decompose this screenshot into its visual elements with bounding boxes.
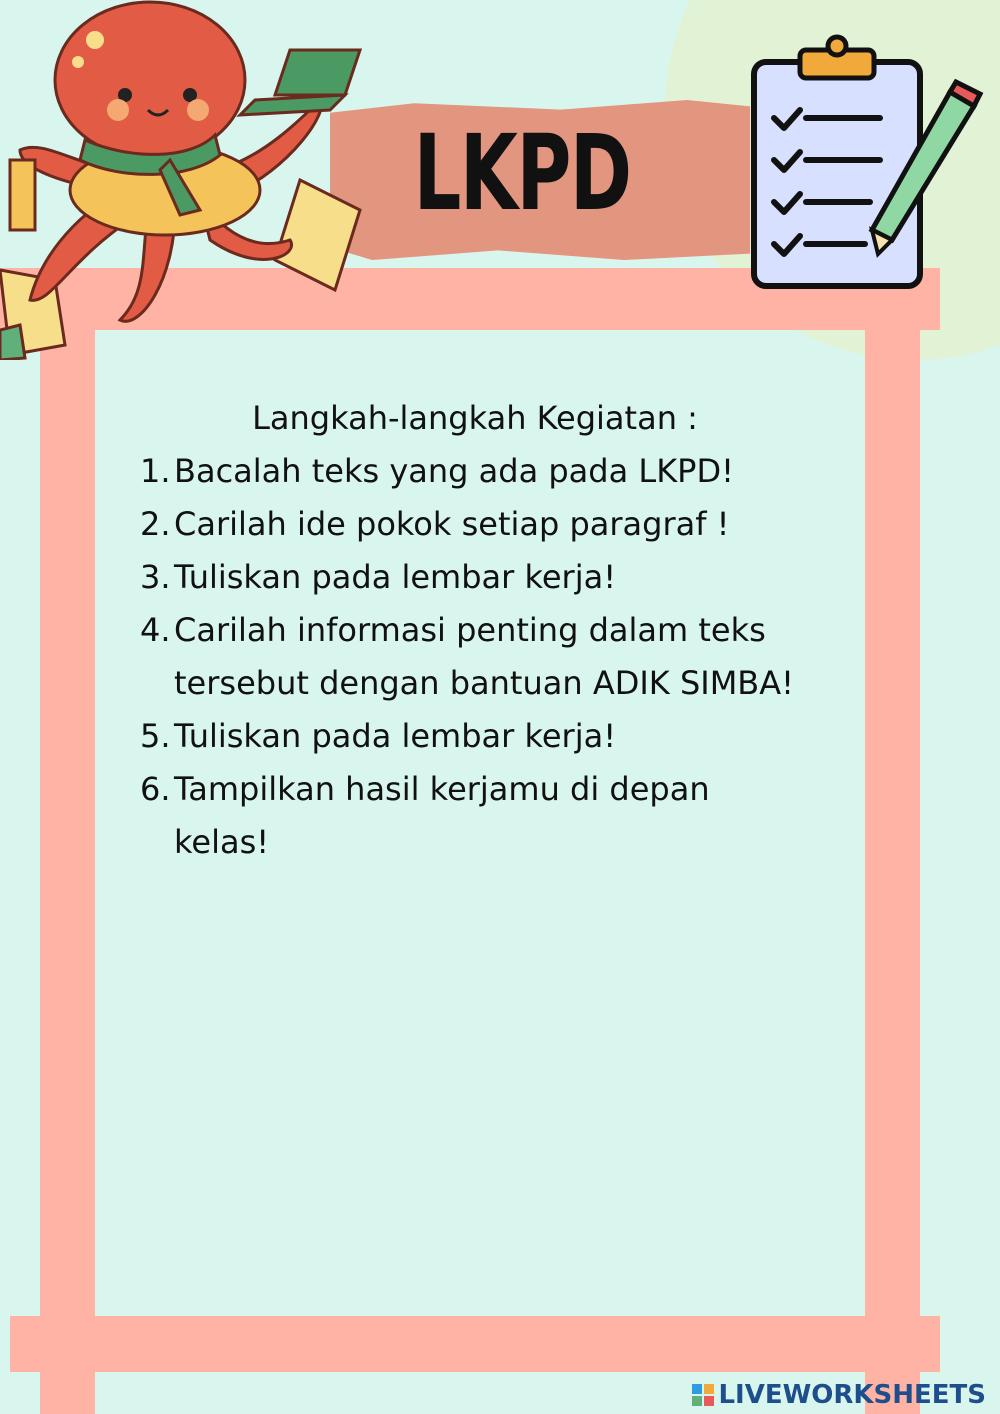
frame-right-bar <box>865 270 920 1414</box>
step-text: Bacalah teks yang ada pada LKPD! <box>174 452 734 490</box>
liveworksheets-logo-icon <box>692 1384 714 1406</box>
step-number: 1. <box>140 452 171 490</box>
frame-bottom-bar <box>10 1316 940 1372</box>
frame-left-bar <box>40 270 95 1414</box>
instructions-heading: Langkah-langkah Kegiatan : <box>252 399 698 437</box>
list-item <box>140 445 840 498</box>
list-item <box>140 763 840 869</box>
step-number: 2. <box>140 505 171 543</box>
step-number: 3. <box>140 558 171 596</box>
instructions-section <box>140 392 840 869</box>
step-text: Carilah ide pokok setiap paragraf ! <box>174 505 730 543</box>
step-number: 6. <box>140 770 171 808</box>
step-text: Tampilkan hasil kerjamu di depan kelas! <box>174 770 710 861</box>
list-item <box>140 710 840 763</box>
list-item <box>140 498 840 551</box>
list-item <box>140 604 840 710</box>
step-text: Tuliskan pada lembar kerja! <box>174 717 617 755</box>
octopus-with-laptop-icon <box>0 0 380 360</box>
clipboard-checklist-icon <box>740 30 990 300</box>
liveworksheets-logo <box>692 1380 986 1410</box>
steps-list <box>140 445 840 869</box>
step-number: 4. <box>140 611 171 649</box>
step-text: Carilah informasi penting dalam teks tersebut dengan bantuan ADIK SIMBA! <box>174 611 794 702</box>
list-item <box>140 551 840 604</box>
brand-name: LIVEWORKSHEETS <box>718 1380 986 1410</box>
step-text: Tuliskan pada lembar kerja! <box>174 558 617 596</box>
step-number: 5. <box>140 717 171 755</box>
page-title: LKPD <box>413 112 631 234</box>
